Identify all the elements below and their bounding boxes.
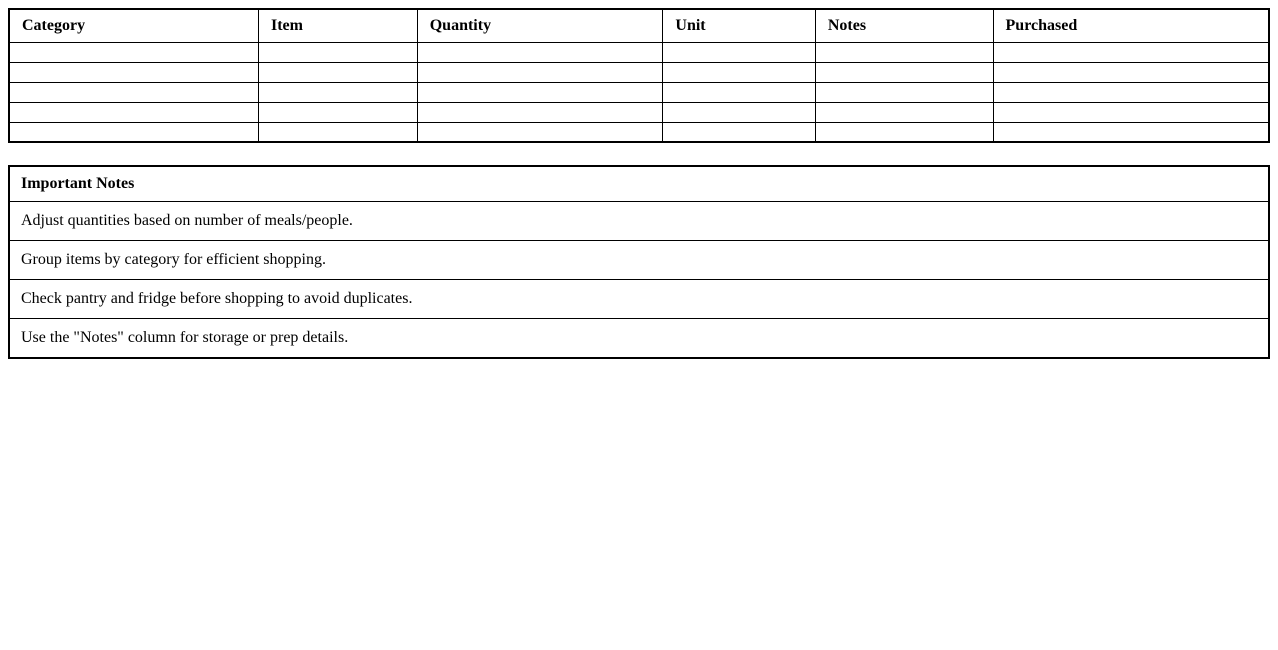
cell-item — [258, 102, 417, 122]
cell-unit — [663, 82, 815, 102]
shopping-table-header-row — [9, 9, 1269, 42]
cell-category — [9, 42, 258, 62]
important-notes-table — [8, 165, 1270, 359]
column-header-purchased: Purchased — [993, 9, 1269, 42]
column-header-quantity: Quantity — [417, 9, 663, 42]
cell-notes — [815, 122, 993, 142]
cell-category — [9, 122, 258, 142]
cell-unit — [663, 62, 815, 82]
cell-quantity — [417, 82, 663, 102]
column-header-item: Item — [258, 9, 417, 42]
cell-item — [258, 122, 417, 142]
note-row — [9, 319, 1269, 359]
cell-notes — [815, 102, 993, 122]
column-header-category: Category — [9, 9, 258, 42]
cell-notes — [815, 82, 993, 102]
cell-purchased — [993, 122, 1269, 142]
cell-purchased — [993, 62, 1269, 82]
cell-category — [9, 62, 258, 82]
cell-quantity — [417, 42, 663, 62]
cell-purchased — [993, 102, 1269, 122]
cell-unit — [663, 42, 815, 62]
note-row — [9, 280, 1269, 319]
notes-table-header-row — [9, 166, 1269, 202]
cell-category — [9, 102, 258, 122]
column-header-unit: Unit — [663, 9, 815, 42]
note-item: Group items by category for efficient shopping. — [9, 241, 1269, 280]
cell-quantity — [417, 122, 663, 142]
table-row — [9, 122, 1269, 142]
note-row — [9, 202, 1269, 241]
important-notes-header: Important Notes — [9, 166, 1269, 202]
cell-category — [9, 82, 258, 102]
cell-notes — [815, 62, 993, 82]
table-row — [9, 62, 1269, 82]
note-item: Check pantry and fridge before shopping to avoid duplicates. — [9, 280, 1269, 319]
column-header-notes: Notes — [815, 9, 993, 42]
cell-item — [258, 42, 417, 62]
cell-purchased — [993, 82, 1269, 102]
cell-unit — [663, 102, 815, 122]
cell-item — [258, 62, 417, 82]
table-row — [9, 82, 1269, 102]
cell-notes — [815, 42, 993, 62]
cell-unit — [663, 122, 815, 142]
shopping-list-table — [8, 8, 1270, 143]
cell-item — [258, 82, 417, 102]
table-row — [9, 42, 1269, 62]
note-item: Adjust quantities based on number of meals/people. — [9, 202, 1269, 241]
cell-quantity — [417, 62, 663, 82]
note-item: Use the "Notes" column for storage or prep details. — [9, 319, 1269, 359]
cell-purchased — [993, 42, 1269, 62]
cell-quantity — [417, 102, 663, 122]
table-row — [9, 102, 1269, 122]
note-row — [9, 241, 1269, 280]
